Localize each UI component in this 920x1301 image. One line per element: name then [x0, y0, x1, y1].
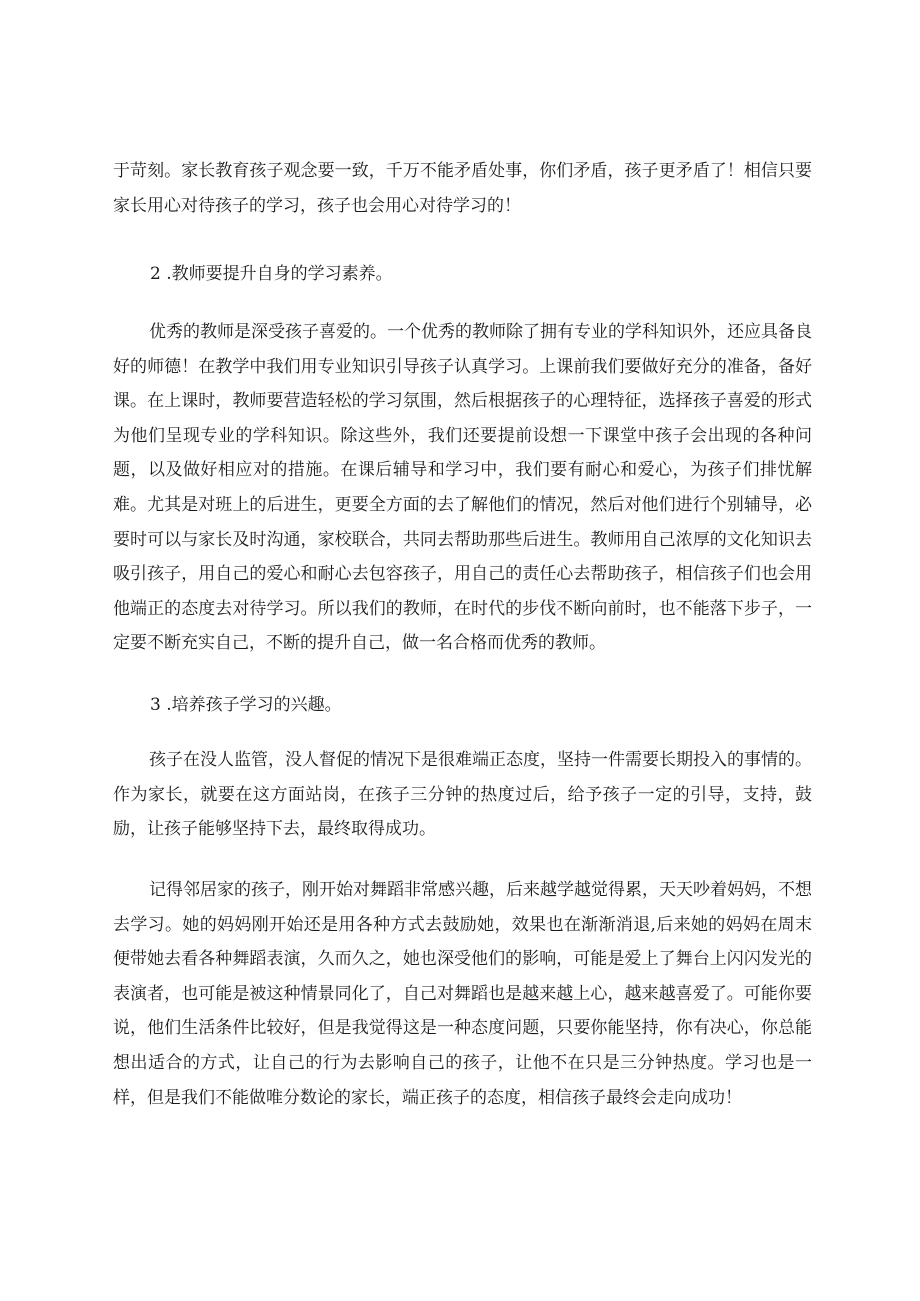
paragraph-neighbor-story: 记得邻居家的孩子，刚开始对舞蹈非常感兴趣，后来越学越觉得累，天天吵着妈妈，不想去学习。她的妈妈刚开始还是用各种方式去鼓励她，效果也在渐渐消退,后来她的妈妈在周末便带她去看各种舞蹈表演，久而久之，她也深受他们的影响，可能是爱上了舞台上闪闪发光的表演者，也可能是被这种情景同化了，自己对舞蹈也是越来越上心，越来越喜爱了。可能你要说，他们生活条件比较好，但是我觉得这是一种态度问题，只要你能坚持，你有决心，你总能想出适合的方式，让自己的行为去影响自己的孩子，让他不在只是三分钟热度。学习也是一样，但是我们不能做唯分数论的家长，端正孩子的态度，相信孩子最终会走向成功！	[113, 880, 812, 1108]
section-heading-3: 3 .培养孩子学习的兴趣。	[150, 695, 342, 715]
paragraph-child-persistence: 孩子在没人监管，没人督促的情况下是很难端正态度，坚持一件需要长期投入的事情的。作为家长，就要在这方面站岗，在孩子三分钟的热度过后，给予孩子一定的引导，支持，鼓励，让孩子能够坚持下去，最终取得成功。	[113, 750, 812, 840]
section-heading-2: 2 .教师要提升自身的学习素养。	[150, 264, 393, 284]
paragraph-teacher-quality: 优秀的教师是深受孩子喜爱的。一个优秀的教师除了拥有专业的学科知识外，还应具备良好的师德！在教学中我们用专业知识引导孩子认真学习。上课前我们要做好充分的准备，备好课。在上课时，教师要营造轻松的学习氛围，然后根据孩子的心理特征，选择孩子喜爱的形式为他们呈现专业的学科知识。除这些外，我们还要提前设想一下课堂中孩子会出现的各种问题，以及做好相应对的措施。在课后辅导和学习中，我们要有耐心和爱心，为孩子们排忧解难。尤其是对班上的后进生，更要全方面的去了解他们的情况，然后对他们进行个别辅导，必要时可以与家长及时沟通，家校联合，共同去帮助那些后进生。教师用自己浓厚的文化知识去吸引孩子，用自己的爱心和耐心去包容孩子，用自己的责任心去帮助孩子，相信孩子们也会用他端正的态度去对待学习。所以我们的教师，在时代的步伐不断向前时，也不能落下步子，一定要不断充实自己，不断的提升自己，做一名合格而优秀的教师。	[113, 322, 812, 654]
paragraph-parent-attitude: 于苛刻。家长教育孩子观念要一致，千万不能矛盾处事，你们矛盾，孩子更矛盾了！相信只要家长用心对待孩子的学习，孩子也会用心对待学习的！	[113, 161, 812, 216]
